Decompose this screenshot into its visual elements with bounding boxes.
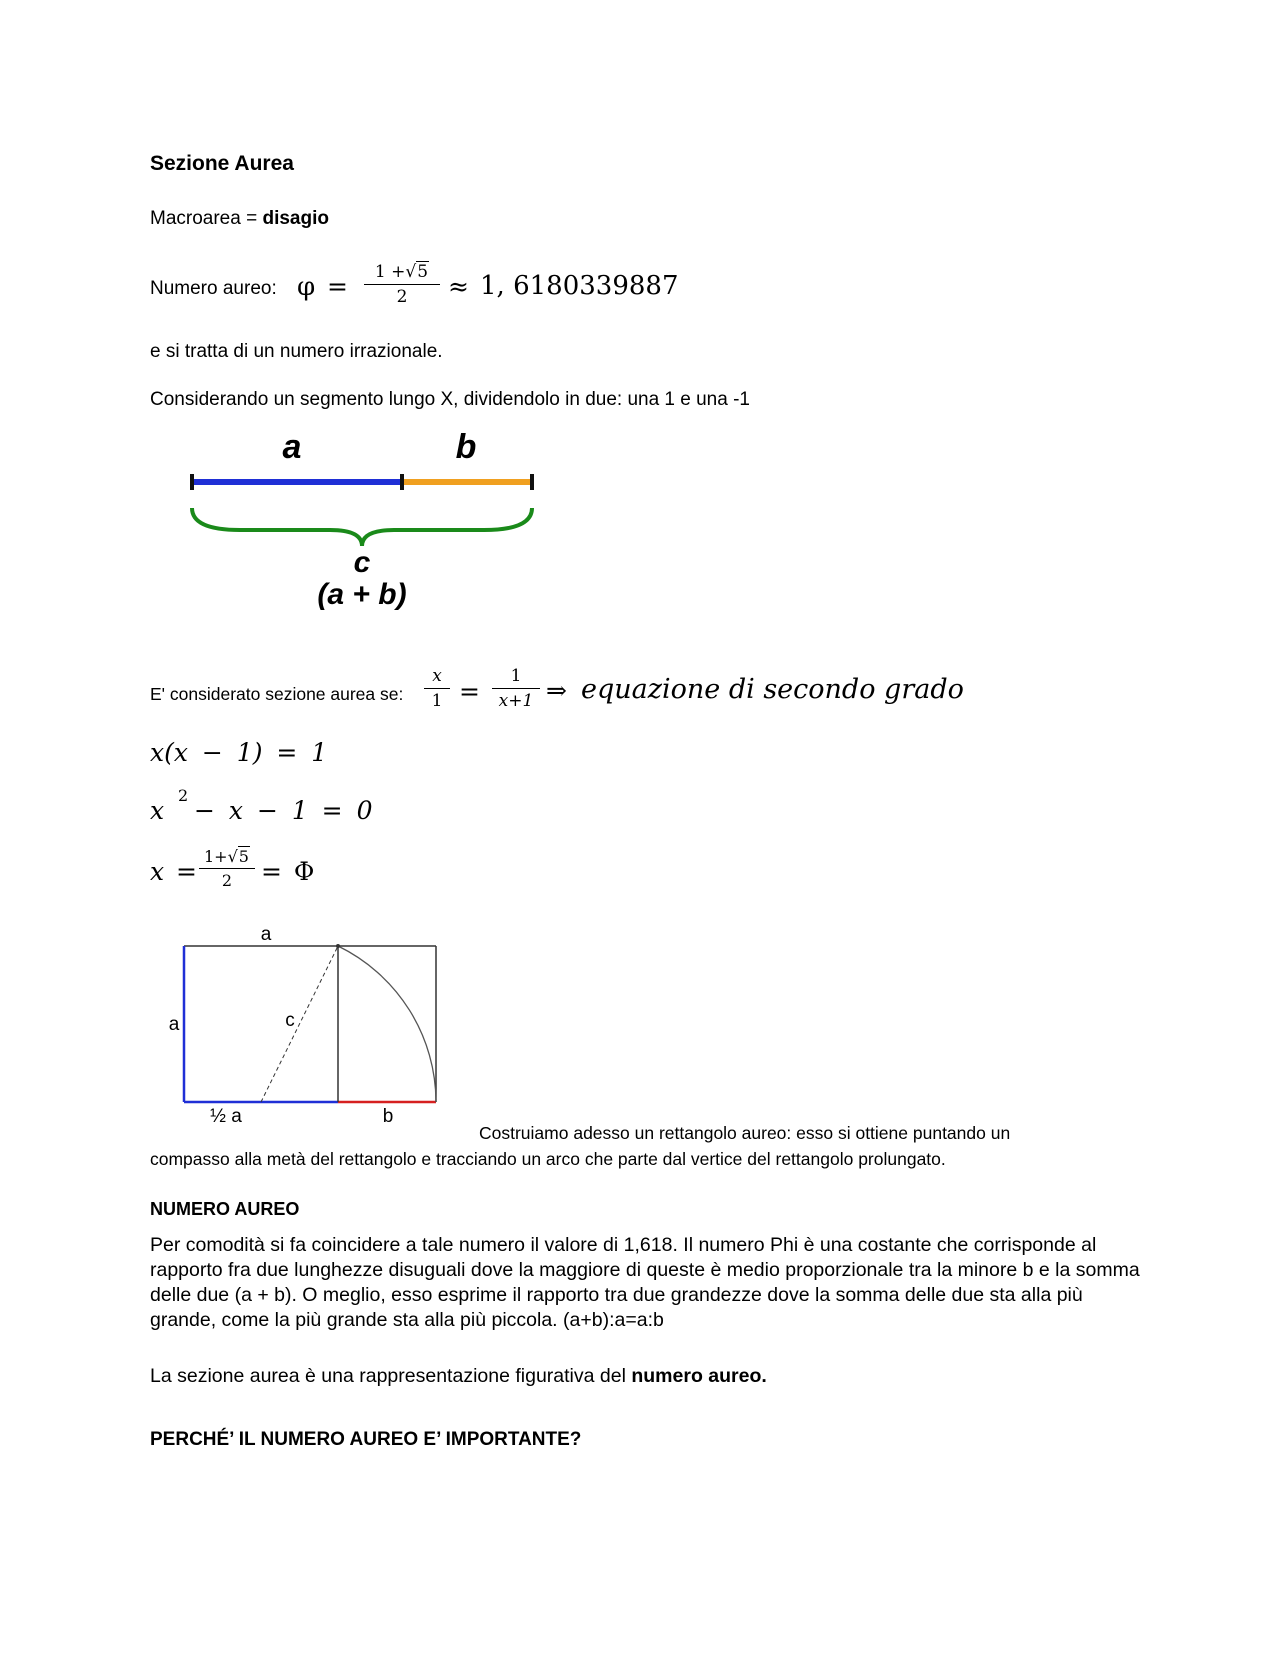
golden-denominator: 2 [396,287,408,307]
representation-line [150,1365,767,1388]
equation-2-base: x [150,796,165,825]
equation-3-lhs: x = [150,857,197,886]
rect-label-b: b [382,1106,394,1127]
equation-3-den: 2 [221,871,233,890]
equation-3-sqrt: 5 [238,847,249,866]
golden-value: 1, 6180339887 [480,271,679,301]
rect-label-left-a: a [168,1014,180,1035]
rect-label-c: c [285,1010,295,1031]
rectangle-caption-first: Costruiamo adesso un rettangolo aureo: esso si ottiene puntando un [479,1123,1011,1143]
segment-brace [192,508,532,546]
golden-fraction: 1 +√5 2 [364,262,440,307]
rect-diagonal-c [261,946,338,1102]
condition-rhs-fraction [492,666,540,711]
condition-equals: = [459,677,480,706]
phi-symbol: φ [297,272,316,302]
numero-aureo-heading: NUMERO AUREO [150,1199,300,1219]
equation-3-fraction: 1+√5 2 [199,847,255,890]
segment-label-a: a [282,428,302,466]
condition-label: E' considerato sezione aurea se: [150,684,404,704]
golden-rectangle-diagram [160,920,460,1130]
condition-rhs-den: x+1 [498,691,534,711]
equation-2-exponent: 2 [178,786,189,805]
macroarea-value: disagio [262,208,329,229]
segment-label-sum: (a + b) [317,578,407,611]
condition-lhs-den: 1 [431,691,443,711]
equation-1: x(x − 1) = 1 [150,738,328,767]
final-heading: PERCHÉ’ IL NUMERO AUREO E’ IMPORTANTE? [150,1429,582,1450]
condition-lhs-fraction [424,666,450,711]
approx-symbol: ≈ [448,272,469,301]
numero-aureo-paragraph: Per comodità si fa coincidere a tale numero il valore di 1,618. Il numero Phi è una costante che corrisponde al rapporto fra due lunghezze disuguali dove la maggiore di queste è medio proporzionale tra la minore b e la somma delle due (a + b). O meglio, esso esprime il rapporto tra due grandezze dove la somma delle due sta alla più grande, come la più grande sta alla più piccola. (a+b):a=a:b [150,1234,1140,1331]
condition-lhs-num: x [432,666,442,686]
segment-intro: Considerando un segmento lungo X, dividendolo in due: una 1 e una -1 [150,389,750,410]
condition-rhs-num: 1 [510,666,522,686]
segment-label-c: c [353,546,371,579]
rectangle-caption-rest: compasso alla metà del rettangolo e tracciando un arco che parte dal vertice del rettangolo prolungato. [150,1149,946,1169]
representation-text: La sezione aurea è una rappresentazione figurativa del [150,1365,632,1387]
segment-label-b: b [455,428,477,466]
rect-label-top-a: a [260,924,272,945]
equation-2-rest: − x − 1 = 0 [194,796,373,825]
rect-vertex-dot [336,944,340,948]
rect-label-half-a: ½ a [210,1106,242,1127]
phi-equals: = [327,272,348,301]
page-title: Sezione Aurea [150,152,294,175]
golden-number-label: Numero aureo: [150,278,277,299]
segment-diagram [180,420,550,620]
equation-3-num-one: 1+ [204,847,228,866]
macroarea-label: Macroarea = [150,208,263,229]
golden-num-one: 1 + [374,262,406,282]
macroarea-line [150,208,329,230]
equation-3-rhs: = Φ [261,857,315,886]
rect-compass-arc [338,946,436,1102]
representation-bold: numero aureo. [631,1365,767,1387]
implies-symbol: ⇒ [546,676,567,705]
irrational-text: e si tratta di un numero irrazionale. [150,341,443,362]
golden-sqrt-value: 5 [417,262,429,282]
condition-result: equazione di secondo grado [581,674,964,705]
